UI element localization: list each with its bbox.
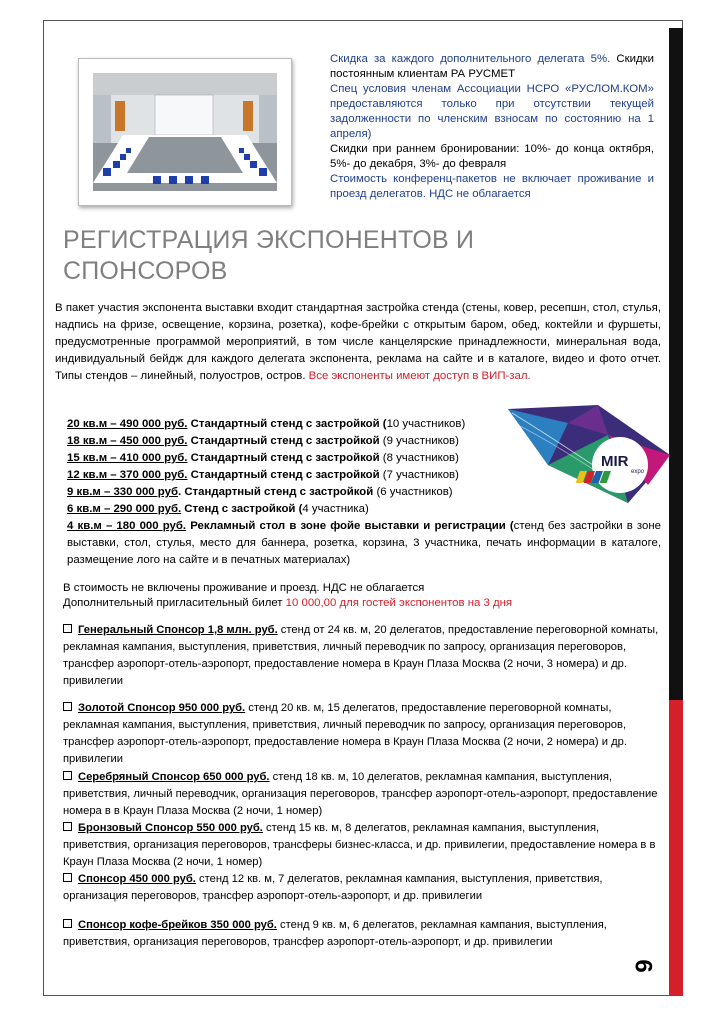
checkbox-icon <box>63 822 72 831</box>
discounts-block <box>330 52 654 202</box>
discount-line-2: Спец условия членам Ассоциации НСРО «РУСЛОМ.КОМ» предоставляются только при отсутствии текущей задолженности по членским взносам по состоянию на 1 апреля) <box>330 83 654 140</box>
checkbox-icon <box>63 624 72 633</box>
package-item: 20 кв.м – 490 000 руб. Стандартный стенд с застройкой (10 участников) <box>67 418 466 430</box>
sponsor-regular: Спонсор 450 000 руб. стенд 12 кв. м, 7 делегатов, рекламная кампания, выступления, приветствия, организация переговоров, трансфер аэропорт-отель-аэропорт, и др. привилегии <box>63 873 603 902</box>
conference-room-image <box>93 73 277 191</box>
svg-text:expo: expo <box>631 469 645 475</box>
checkbox-icon <box>63 919 72 928</box>
discount-line-4: Стоимость конференц-пакетов не включает проживание и проезд делегатов. НДС не облагается <box>330 173 654 200</box>
discount-line-1: Скидка за каждого дополнительного делегата 5%. Скидки постоянным клиентам РА РУСМЕТ <box>330 53 655 80</box>
page-number: 6 <box>629 959 657 973</box>
package-item: 12 кв.м – 370 000 руб. Стандартный стенд с застройкой (7 участников) <box>67 469 459 481</box>
page-title: РЕГИСТРАЦИЯ ЭКСПОНЕНТОВ И СПОНСОРОВ <box>63 226 475 285</box>
exhibitor-packages <box>67 416 661 569</box>
sponsor-general: Генеральный Спонсор 1,8 млн. руб. стенд от 24 кв. м, 20 делегатов, предоставление переговорной комнаты, рекламная кампания, выступления, приветствия, личный переводчик по запросу, организация переговоров, трансфер аэропорт-отель-аэропорт, предоставление номера в Краун Плаза Москва (2 ночи, 3 номера) и др. привилегии <box>63 624 659 687</box>
intro-paragraph: В пакет участия экспонента выставки входит стандартная застройка стенда (стены, ковер, ресепшн, стол, стулья, надпись на фризе, освещение, корзина, розетка), кофе-брейки с открытым баром, обед, коктейли и фуршеты, предусмотренные программой мероприятий, в том числе канцелярские принадлежности, минеральная вода, индивидуальный бейдж для каждого делегата экспонента, реклама на сайте и в каталоге, видео и фото отчет. Типы стендов – линейный, полуостров, остров. Все экспоненты имеют доступ в ВИП-зал. <box>55 302 661 382</box>
svg-text:MIR: MIR <box>601 453 629 470</box>
discount-line-3: Скидки при раннем бронировании: 10%- до конца октября, 5%- до декабря, 3%- до февраля <box>330 143 654 170</box>
exclusions-block: В стоимость не включены проживание и проезд. НДС не облагается Дополнительный пригласительный билет 10 000,00 для гостей экспонентов на 3 дня <box>63 582 513 609</box>
package-item: 9 кв.м – 330 000 руб. Стандартный стенд с застройкой (6 участников) <box>67 486 453 498</box>
sponsor-bronze: Бронзовый Спонсор 550 000 руб. стенд 15 кв. м, 8 делегатов, рекламная кампания, выступления, приветствия, организация переговоров, трансферы бизнес-класса, и др. привилегии, предоставление номера в в Краун Плаза Москва (2 ночи, 1 номер) <box>63 822 656 868</box>
package-item: 18 кв.м – 450 000 руб. Стандартный стенд с застройкой (9 участников) <box>67 435 459 447</box>
checkbox-icon <box>63 873 72 882</box>
package-item: 4 кв.м – 180 000 руб. Рекламный стол в зоне фойе выставки и регистрации (стенд без застройки в зоне выставки, стол, стулья, место для баннера, розетка, корзина, 3 участника, печать информации в каталоге, размещение лого на сайте и в печатных материалах) <box>67 520 661 566</box>
sponsor-silver: Серебряный Спонсор 650 000 руб. стенд 18 кв. м, 10 делегатов, рекламная кампания, выступления, приветствия, личный переводчик, организация переговоров, трансфер аэропорт-отель-аэропорт, предоставление номера в в Краун Плаза Москва (2 ночи, 1 номер) <box>63 771 658 817</box>
checkbox-icon <box>63 702 72 711</box>
sponsor-gold: Золотой Спонсор 950 000 руб. стенд 20 кв. м, 15 делегатов, предоставление переговорной комнаты, рекламная кампания, выступления, приветствия, личный переводчик по запросу, организация переговоров, трансфер аэропорт-отель-аэропорт, предоставление номера в Краун Плаза Москва (2 ночи, 2 номера) и др. привилегии <box>63 702 627 765</box>
side-bar-black <box>669 28 683 700</box>
sponsor-coffee-break: Спонсор кофе-брейков 350 000 руб. стенд 9 кв. м, 6 делегатов, рекламная кампания, выступления, приветствия, организация переговоров, трансфер аэропорт-отель-аэропорт, и др. привилегии <box>63 919 607 948</box>
side-bar-red <box>669 700 683 996</box>
checkbox-icon <box>63 771 72 780</box>
package-list <box>67 416 661 518</box>
package-item: 6 кв.м – 290 000 руб. Стенд с застройкой (4 участника) <box>67 503 369 515</box>
conference-room-photo <box>78 58 292 206</box>
package-item: 15 кв.м – 410 000 руб. Стандартный стенд с застройкой (8 участников) <box>67 452 459 464</box>
